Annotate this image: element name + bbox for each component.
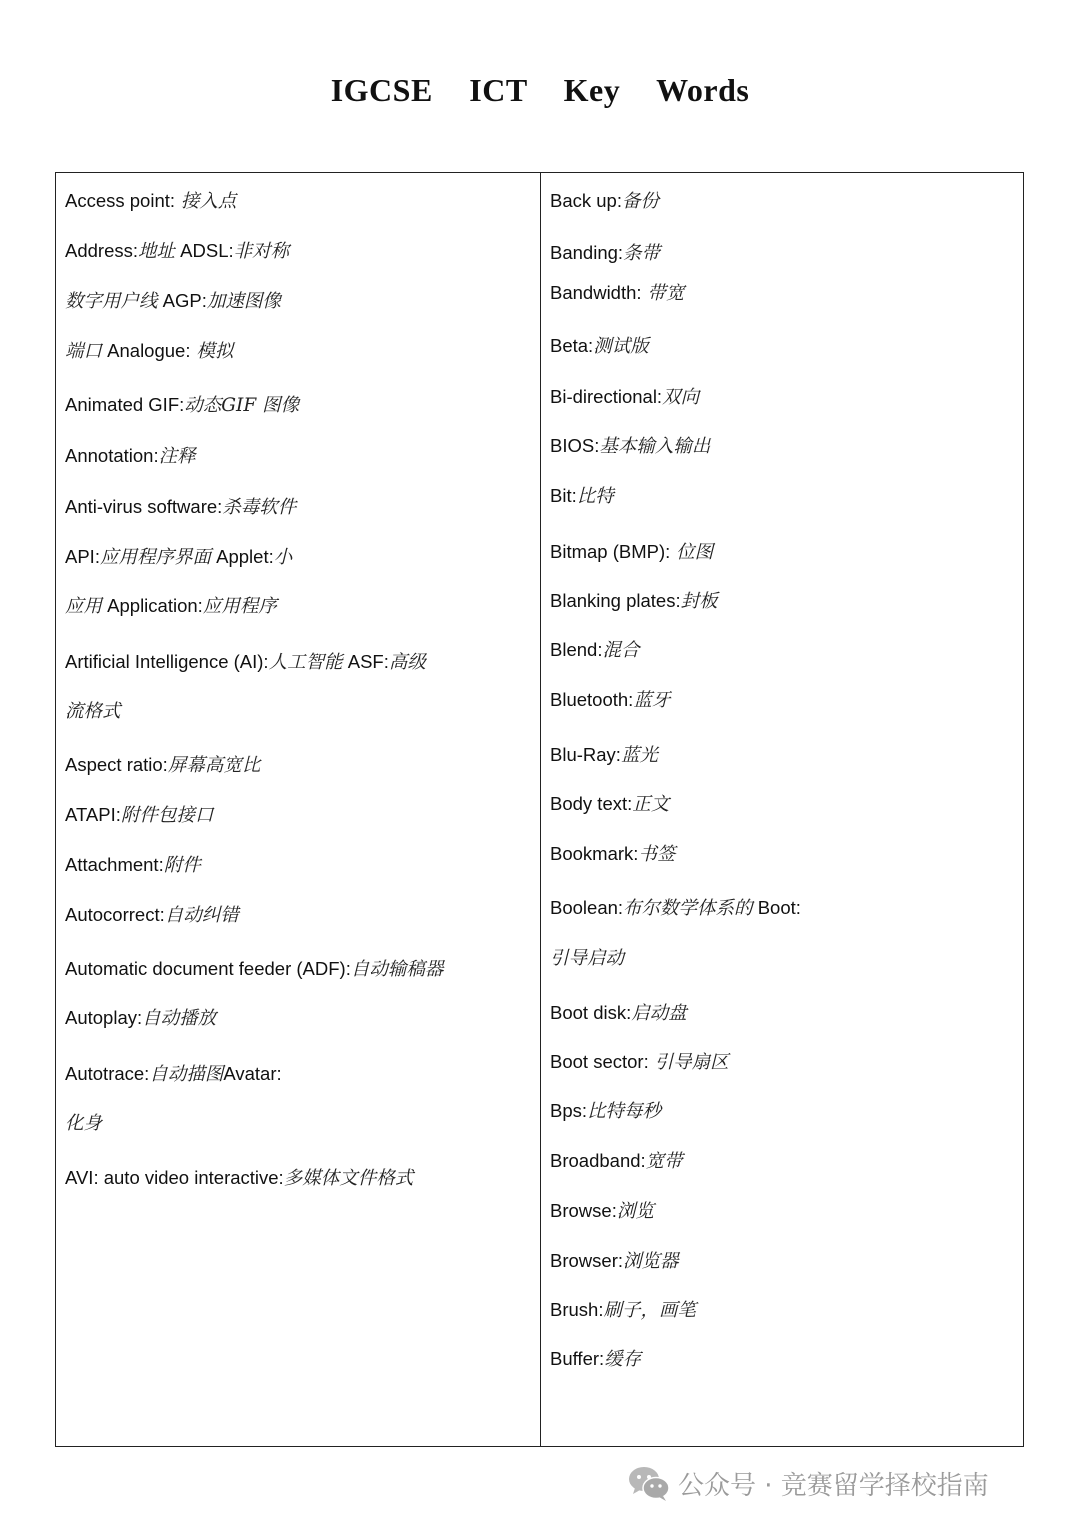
term-zh: 封板 — [680, 591, 718, 612]
term-line — [550, 1050, 729, 1075]
term-zh: 引导启动 — [550, 948, 625, 969]
term-line — [65, 957, 443, 982]
term-line — [65, 189, 236, 214]
term-zh: 带宽 — [641, 283, 685, 304]
term-zh: 附件包接口 — [120, 805, 214, 826]
term-en: Artificial Intelligence (AI): — [65, 651, 269, 672]
term-en: Bookmark: — [550, 843, 639, 864]
term-zh: 自动播放 — [142, 1008, 217, 1029]
term-zh: 布尔数学体系的 — [623, 898, 753, 919]
term-en: Analogue: — [102, 340, 191, 361]
term-line — [550, 946, 624, 971]
wechat-icon — [626, 1463, 672, 1503]
term-line — [550, 484, 614, 509]
page-title: IGCSE ICT Key Words — [330, 72, 750, 108]
term-en: Bitmap (BMP): — [550, 541, 671, 562]
term-zh: 混合 — [602, 640, 640, 661]
term-zh: 地址 — [138, 241, 176, 262]
term-en: Anti-virus software: — [65, 496, 223, 517]
watermark-text: 公众号 · 竞赛留学择校指南 — [678, 1470, 989, 1501]
term-line — [550, 1298, 696, 1323]
term-line — [550, 281, 684, 306]
term-zh: 正文 — [632, 794, 670, 815]
term-en: Back up: — [550, 190, 622, 211]
term-en: Body text: — [550, 793, 633, 814]
term-zh: 测试版 — [593, 336, 649, 357]
term-zh: 比特每秒 — [587, 1101, 662, 1122]
term-en: Browse: — [550, 1200, 617, 1221]
term-zh: 应用程序 — [202, 596, 277, 617]
term-en: Brush: — [550, 1299, 604, 1320]
term-en: Blend: — [550, 639, 603, 660]
term-line — [550, 241, 660, 266]
term-zh: 浏览器 — [623, 1251, 679, 1272]
term-line — [65, 1006, 216, 1031]
term-zh: 屏幕高宽比 — [167, 755, 261, 776]
term-line — [65, 1166, 413, 1191]
term-en: Autotrace: — [65, 1063, 150, 1084]
term-zh: 应用程序界面 — [99, 547, 211, 568]
term-line — [550, 842, 675, 867]
term-zh: 注释 — [158, 446, 196, 467]
term-zh: 自动描图 — [149, 1064, 224, 1085]
term-line — [550, 189, 659, 214]
term-zh: 宽带 — [645, 1151, 683, 1172]
term-en: Browser: — [550, 1250, 623, 1271]
term-line — [65, 1062, 282, 1087]
term-en: Applet: — [210, 546, 274, 567]
term-en: ATAPI: — [65, 804, 121, 825]
term-en: Autoplay: — [65, 1007, 143, 1028]
term-line — [65, 495, 296, 520]
term-zh: 数字用户线 — [65, 291, 158, 312]
term-en: Broadband: — [550, 1150, 646, 1171]
term-line — [65, 444, 196, 469]
term-line — [550, 743, 658, 768]
term-en: Banding: — [550, 242, 624, 263]
term-en: Avatar: — [223, 1063, 282, 1084]
term-zh: 启动盘 — [631, 1003, 687, 1024]
term-en: Access point: — [65, 190, 176, 211]
term-line — [65, 803, 213, 828]
term-line — [550, 589, 718, 614]
term-zh: 高级 — [388, 652, 426, 673]
term-zh: 流格式 — [65, 701, 121, 722]
term-zh: 非对称 — [233, 241, 290, 262]
term-zh: 备份 — [622, 191, 660, 212]
term-line — [550, 1001, 687, 1026]
term-en: Beta: — [550, 335, 594, 356]
term-zh: 人工智能 — [268, 652, 343, 673]
term-zh: 多媒体文件格式 — [283, 1168, 414, 1189]
term-en: Buffer: — [550, 1348, 605, 1369]
term-zh: 基本输入输出 — [599, 436, 711, 457]
term-line — [550, 1249, 679, 1274]
term-line — [550, 1099, 661, 1124]
term-en: Automatic document feeder (ADF): — [65, 958, 351, 979]
term-zh: 浏览 — [616, 1201, 654, 1222]
term-line — [65, 650, 426, 675]
term-zh: 书签 — [638, 844, 676, 865]
term-zh: 缓存 — [604, 1349, 642, 1370]
term-line — [550, 896, 801, 921]
term-zh: 自动输稿器 — [350, 959, 444, 980]
term-en: Boot: — [752, 897, 801, 918]
term-zh: 双向 — [662, 387, 700, 408]
term-en: Bit: — [550, 485, 577, 506]
term-line — [550, 792, 669, 817]
term-zh: 附件 — [163, 855, 201, 876]
term-en: API: — [65, 546, 100, 567]
term-line — [65, 1111, 102, 1136]
term-line — [65, 903, 239, 928]
term-zh: 化身 — [65, 1113, 103, 1134]
term-en: AVI: auto video interactive: — [65, 1167, 284, 1188]
term-en: Attachment: — [65, 854, 164, 875]
term-en: Bluetooth: — [550, 689, 634, 710]
term-zh: 加速图像 — [206, 291, 281, 312]
column-divider — [540, 173, 541, 1446]
term-line — [550, 1199, 654, 1224]
term-zh: 蓝光 — [620, 745, 658, 766]
term-zh: 端口 — [65, 341, 103, 362]
term-line — [550, 540, 713, 565]
term-en: Bandwidth: — [550, 282, 642, 303]
term-line — [65, 699, 121, 724]
term-en: Annotation: — [65, 445, 159, 466]
term-zh: 小 — [273, 547, 293, 568]
term-en: Autocorrect: — [65, 904, 165, 925]
term-line — [65, 594, 277, 619]
term-zh: 模拟 — [190, 341, 234, 362]
term-en: Boolean: — [550, 897, 624, 918]
term-en: AGP: — [157, 290, 207, 311]
term-en: BIOS: — [550, 435, 600, 456]
term-en: ADSL: — [175, 240, 234, 261]
term-line — [550, 638, 639, 663]
term-en: Address: — [65, 240, 139, 261]
term-line — [550, 688, 670, 713]
term-line — [65, 545, 292, 570]
term-line — [65, 239, 289, 264]
term-en: Blu-Ray: — [550, 744, 621, 765]
term-en: Aspect ratio: — [65, 754, 168, 775]
term-zh: 应用 — [65, 596, 103, 617]
term-zh: 刷子，画笔 — [603, 1300, 696, 1321]
term-zh: 条带 — [623, 243, 661, 264]
term-en: Blanking plates: — [550, 590, 681, 611]
term-en: ASF: — [342, 651, 389, 672]
term-line — [550, 434, 710, 459]
term-line — [65, 289, 281, 314]
term-line — [65, 339, 233, 364]
term-line — [65, 853, 201, 878]
term-zh: 蓝牙 — [633, 690, 671, 711]
term-line — [550, 385, 699, 410]
term-line — [550, 334, 649, 359]
vocabulary-table — [55, 172, 1024, 1447]
term-line — [550, 1149, 683, 1174]
term-en: Boot sector: — [550, 1051, 649, 1072]
term-line — [65, 393, 299, 418]
term-zh: 引导扇区 — [648, 1052, 729, 1073]
term-zh: 动态GIF 图像 — [184, 395, 300, 416]
term-zh: 杀毒软件 — [222, 497, 297, 518]
term-zh: 比特 — [576, 486, 614, 507]
term-en: Application: — [102, 595, 203, 616]
term-en: Boot disk: — [550, 1002, 632, 1023]
term-line — [550, 1347, 641, 1372]
term-zh: 接入点 — [175, 191, 237, 212]
term-en: Bi-directional: — [550, 386, 663, 407]
term-zh: 位图 — [670, 542, 714, 563]
term-line — [65, 753, 260, 778]
term-en: Animated GIF: — [65, 394, 185, 415]
term-zh: 自动纠错 — [164, 905, 239, 926]
term-en: Bps: — [550, 1100, 588, 1121]
watermark — [626, 1463, 989, 1503]
